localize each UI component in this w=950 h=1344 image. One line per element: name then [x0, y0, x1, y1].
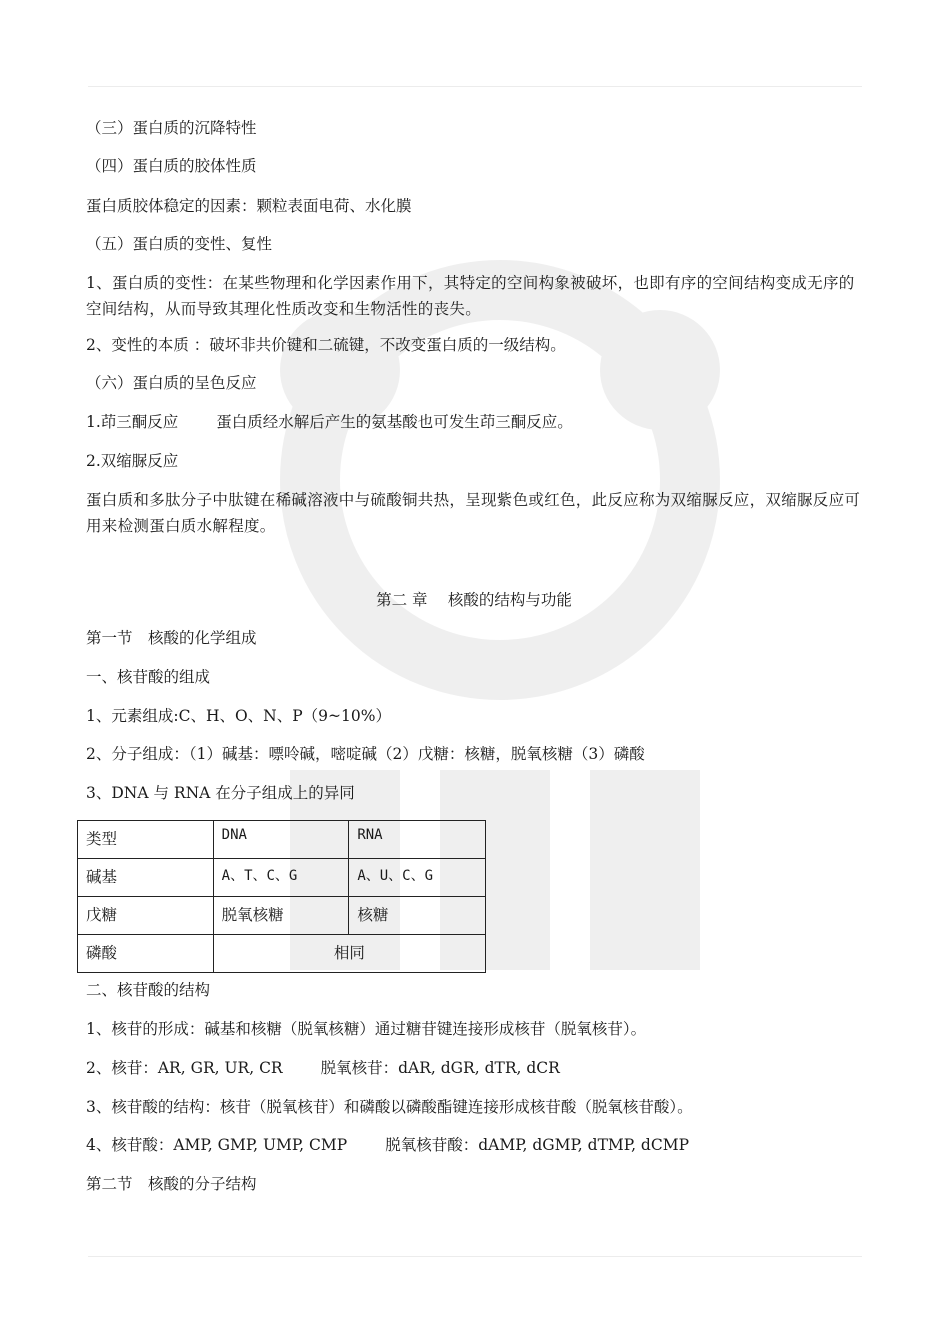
section-color-reaction: （六）蛋白质的呈色反应	[86, 374, 257, 392]
ninhydrin-reaction-line	[86, 411, 573, 433]
deoxynucleotide-list: 脱氧核苷酸：dAMP, dGMP, dTMP, dCMP	[385, 1136, 690, 1154]
table-cell: DNA	[213, 821, 349, 859]
nucleoside-list-line	[86, 1057, 560, 1079]
nucleoside-formation: 1、核苷的形成：碱基和核糖（脱氧核糖）通过糖苷键连接形成核苷（脱氧核苷）。	[86, 1020, 647, 1038]
table-cell: 类型	[78, 821, 214, 859]
table-row	[78, 859, 486, 897]
section-2-title: 第二节 核酸的分子结构	[86, 1175, 257, 1193]
table-cell: 核糖	[349, 897, 486, 935]
ninhydrin-desc: 蛋白质经水解后产生的氨基酸也可发生茚三酮反应。	[216, 413, 573, 431]
table-cell: 碱基	[78, 859, 214, 897]
section-sedimentation: （三）蛋白质的沉降特性	[86, 119, 257, 137]
biuret-description: 蛋白质和多肽分子中肽键在稀碱溶液中与硫酸铜共热，呈现紫色或红色，此反应称为双缩脲反应，双缩脲反应可用来检测蛋白质水解程度。	[86, 491, 861, 535]
deoxynucleoside-list: 脱氧核苷：dAR, dGR, dTR, dCR	[320, 1059, 560, 1077]
colloid-stability-text: 蛋白质胶体稳定的因素：颗粒表面电荷、水化膜	[86, 197, 412, 215]
ninhydrin-label: 1.茚三酮反应	[86, 413, 179, 431]
footer-rule	[88, 1256, 862, 1257]
nucleotide-structure-heading: 二、核苷酸的结构	[86, 981, 211, 999]
table-cell-merged: 相同	[213, 935, 485, 973]
denaturation-essence: 2、变性的本质 ：破坏非共价键和二硫键，不改变蛋白质的一级结构。	[86, 336, 566, 354]
header-rule	[88, 86, 862, 87]
table-header-row	[78, 821, 486, 859]
element-composition: 1、元素组成:C、H、O、N、P（9~10%）	[86, 707, 391, 725]
table-cell: 脱氧核糖	[213, 897, 349, 935]
table-row	[78, 935, 486, 973]
dna-rna-comparison-heading: 3、DNA 与 RNA 在分子组成上的异同	[86, 784, 355, 802]
table-cell: 磷酸	[78, 935, 214, 973]
table-cell: A、T、C、G	[213, 859, 349, 897]
denaturation-definition: 1、蛋白质的变性：在某些物理和化学因素作用下，其特定的空间构象被破坏，也即有序的空间结构变成无序的空间结构，从而导致其理化性质改变和生物活性的丧失。	[86, 274, 855, 318]
chapter-title: 第二 章 核酸的结构与功能	[376, 591, 572, 609]
molecular-composition: 2、分子组成：（1）碱基：嘌呤碱，嘧啶碱（2）戊糖：核糖，脱氧核糖（3）磷酸	[86, 745, 645, 763]
section-colloid: （四）蛋白质的胶体性质	[86, 157, 257, 175]
nucleotide-list: 4、核苷酸：AMP, GMP, UMP, CMP	[86, 1136, 348, 1154]
section-1-title: 第一节 核酸的化学组成	[86, 629, 257, 647]
nucleoside-list: 2、核苷：AR, GR, UR, CR	[86, 1059, 283, 1077]
nucleotide-list-line	[86, 1134, 689, 1156]
table-row	[78, 897, 486, 935]
table-cell: RNA	[349, 821, 486, 859]
table-cell: 戊糖	[78, 897, 214, 935]
section-denaturation: （五）蛋白质的变性、复性	[86, 235, 273, 253]
table-cell: A、U、C、G	[349, 859, 486, 897]
nucleotide-structure-text: 3、核苷酸的结构：核苷（脱氧核苷）和磷酸以磷酸酯键连接形成核苷酸（脱氧核苷酸）。	[86, 1098, 693, 1116]
nucleotide-composition-heading: 一、核苷酸的组成	[86, 668, 211, 686]
dna-rna-comparison-table	[77, 820, 486, 973]
biuret-label: 2.双缩脲反应	[86, 452, 179, 470]
